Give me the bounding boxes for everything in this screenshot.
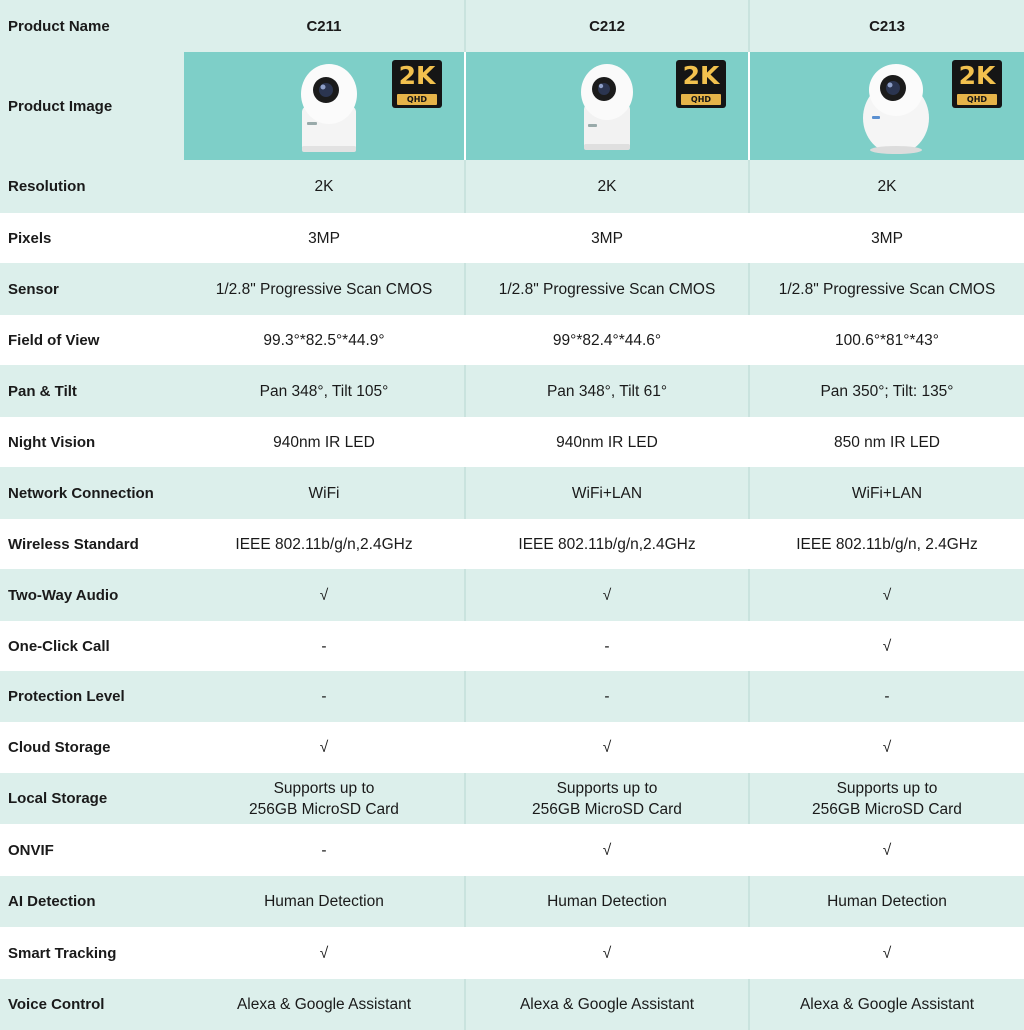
row-label-wireless-standard: Wireless Standard (0, 519, 184, 569)
row-label-smart-tracking: Smart Tracking (0, 927, 184, 979)
wireless-c213: IEEE 802.11b/g/n, 2.4GHz (750, 519, 1024, 569)
one-click-call-c211: - (184, 621, 466, 671)
wireless-c211: IEEE 802.11b/g/n,2.4GHz (184, 519, 466, 569)
row-label-pan-tilt: Pan & Tilt (0, 365, 184, 417)
product-image-c213 (750, 52, 1024, 160)
onvif-c213: √ (750, 824, 1024, 876)
pixels-c212: 3MP (466, 213, 750, 263)
pan-tilt-c212: Pan 348°, Tilt 61° (466, 365, 750, 417)
smart-tracking-c211: √ (184, 927, 466, 979)
ai-detection-c213: Human Detection (750, 876, 1024, 927)
onvif-c212: √ (466, 824, 750, 876)
row-label-resolution: Resolution (0, 160, 184, 213)
camera-c212-icon (574, 60, 640, 154)
cloud-storage-c211: √ (184, 722, 466, 773)
resolution-c212: 2K (466, 160, 750, 213)
badge-2k: 2K (958, 61, 996, 90)
product-image-c212 (466, 52, 750, 160)
network-c211: WiFi (184, 467, 466, 519)
two-way-audio-c213: √ (750, 569, 1024, 621)
resolution-c211: 2K (184, 160, 466, 213)
pixels-c211: 3MP (184, 213, 466, 263)
row-label-cloud-storage: Cloud Storage (0, 722, 184, 773)
night-vision-c213: 850 nm IR LED (750, 417, 1024, 467)
local-storage-c211: Supports up to 256GB MicroSD Card (184, 773, 466, 824)
local-storage-c212: Supports up to 256GB MicroSD Card (466, 773, 750, 824)
voice-control-c213: Alexa & Google Assistant (750, 979, 1024, 1030)
protection-c212: - (466, 671, 750, 722)
cloud-storage-c213: √ (750, 722, 1024, 773)
row-label-protection-level: Protection Level (0, 671, 184, 722)
row-label-field-of-view: Field of View (0, 315, 184, 365)
badge-qhd: QHD (957, 94, 997, 105)
row-label-onvif: ONVIF (0, 824, 184, 876)
fov-c213: 100.6°*81°*43° (750, 315, 1024, 365)
sensor-c212: 1/2.8" Progressive Scan CMOS (466, 263, 750, 315)
2k-qhd-badge (676, 60, 726, 108)
pan-tilt-c211: Pan 348°, Tilt 105° (184, 365, 466, 417)
onvif-c211: - (184, 824, 466, 876)
one-click-call-c213: √ (750, 621, 1024, 671)
product-image-c211 (184, 52, 466, 160)
row-label-ai-detection: AI Detection (0, 876, 184, 927)
sensor-c211: 1/2.8" Progressive Scan CMOS (184, 263, 466, 315)
badge-2k: 2K (398, 61, 436, 90)
row-label-pixels: Pixels (0, 213, 184, 263)
2k-qhd-badge (392, 60, 442, 108)
camera-c213-icon (860, 60, 932, 156)
pixels-c213: 3MP (750, 213, 1024, 263)
two-way-audio-c212: √ (466, 569, 750, 621)
two-way-audio-c211: √ (184, 569, 466, 621)
wireless-c212: IEEE 802.11b/g/n,2.4GHz (466, 519, 750, 569)
night-vision-c212: 940nm IR LED (466, 417, 750, 467)
row-label-sensor: Sensor (0, 263, 184, 315)
badge-qhd: QHD (681, 94, 721, 105)
fov-c211: 99.3°*82.5°*44.9° (184, 315, 466, 365)
sensor-c213: 1/2.8" Progressive Scan CMOS (750, 263, 1024, 315)
row-label-two-way-audio: Two-Way Audio (0, 569, 184, 621)
protection-c211: - (184, 671, 466, 722)
row-label-one-click-call: One-Click Call (0, 621, 184, 671)
smart-tracking-c212: √ (466, 927, 750, 979)
one-click-call-c212: - (466, 621, 750, 671)
row-label-product-name: Product Name (0, 0, 184, 52)
product-name-c213: C213 (750, 0, 1024, 52)
2k-qhd-badge (952, 60, 1002, 108)
camera-c211-icon (296, 60, 362, 154)
row-label-voice-control: Voice Control (0, 979, 184, 1030)
product-name-c211: C211 (184, 0, 466, 52)
row-label-night-vision: Night Vision (0, 417, 184, 467)
network-c212: WiFi+LAN (466, 467, 750, 519)
voice-control-c211: Alexa & Google Assistant (184, 979, 466, 1030)
smart-tracking-c213: √ (750, 927, 1024, 979)
voice-control-c212: Alexa & Google Assistant (466, 979, 750, 1030)
network-c213: WiFi+LAN (750, 467, 1024, 519)
row-label-product-image: Product Image (0, 52, 184, 160)
cloud-storage-c212: √ (466, 722, 750, 773)
row-label-local-storage: Local Storage (0, 773, 184, 824)
row-label-network-connection: Network Connection (0, 467, 184, 519)
night-vision-c211: 940nm IR LED (184, 417, 466, 467)
pan-tilt-c213: Pan 350°; Tilt: 135° (750, 365, 1024, 417)
badge-qhd: QHD (397, 94, 437, 105)
ai-detection-c211: Human Detection (184, 876, 466, 927)
protection-c213: - (750, 671, 1024, 722)
ai-detection-c212: Human Detection (466, 876, 750, 927)
product-name-c212: C212 (466, 0, 750, 52)
resolution-c213: 2K (750, 160, 1024, 213)
fov-c212: 99°*82.4°*44.6° (466, 315, 750, 365)
badge-2k: 2K (682, 61, 720, 90)
local-storage-c213: Supports up to 256GB MicroSD Card (750, 773, 1024, 824)
